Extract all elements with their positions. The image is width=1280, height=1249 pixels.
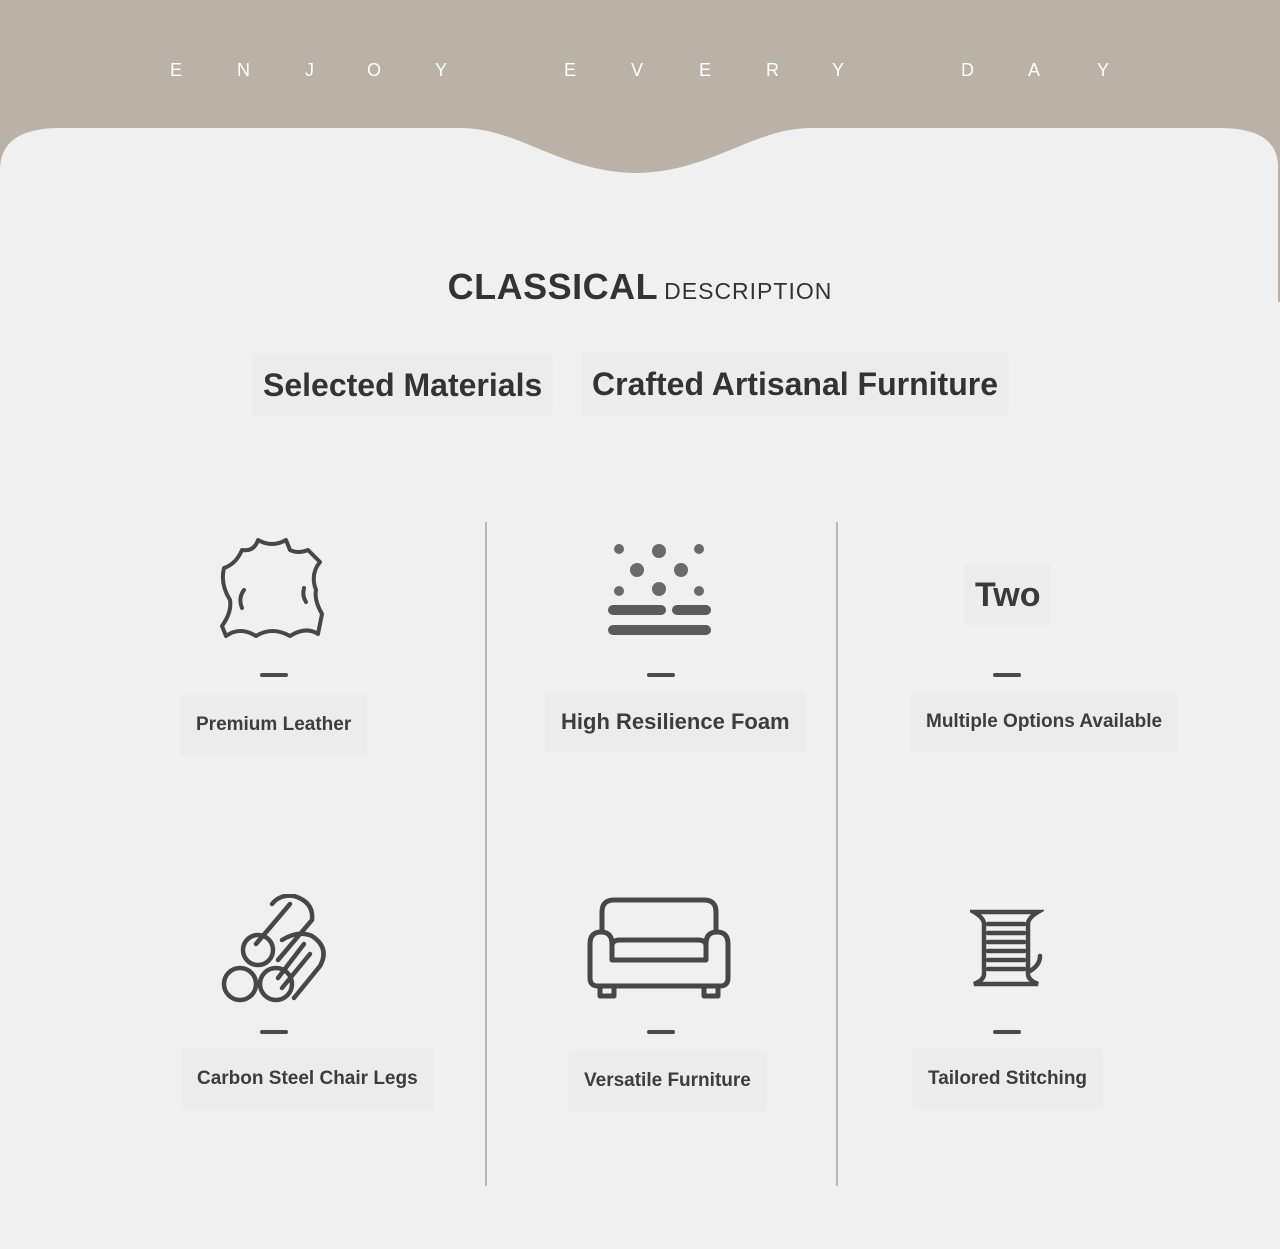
slogan-letter: R (766, 60, 779, 80)
slogan (0, 60, 1280, 86)
feature-label-versatile: Versatile Furniture (568, 1050, 767, 1112)
column-divider (485, 522, 487, 1186)
tag-selected-materials: Selected Materials (252, 354, 553, 416)
leather-hide-icon (218, 536, 326, 640)
slogan-letter: J (305, 60, 314, 80)
slogan-letter: D (961, 60, 974, 80)
feature-label-steel-legs: Carbon Steel Chair Legs (181, 1048, 434, 1110)
slogan-letter: O (367, 60, 382, 80)
foam-particles-icon (606, 542, 714, 638)
slogan-letter: E (170, 60, 183, 80)
thread-spool-icon (970, 908, 1044, 990)
slogan-letter: Y (1097, 60, 1110, 80)
divider-dash (993, 1030, 1021, 1034)
feature-label-options: Multiple Options Available (910, 691, 1178, 753)
divider-dash (993, 673, 1021, 677)
slogan-letter: A (1028, 60, 1041, 80)
title-light: DESCRIPTION (664, 278, 833, 304)
slogan-letter: N (237, 60, 250, 80)
feature-label-leather: Premium Leather (180, 694, 367, 756)
divider-dash (647, 1030, 675, 1034)
tag-crafted-furniture: Crafted Artisanal Furniture (581, 353, 1009, 415)
slogan-letter: E (699, 60, 712, 80)
section-title (0, 266, 1280, 308)
column-divider (836, 522, 838, 1186)
slogan-letter: E (564, 60, 577, 80)
slogan-letter: Y (435, 60, 448, 80)
slogan-letter: V (631, 60, 644, 80)
divider-dash (647, 673, 675, 677)
title-strong: CLASSICAL (447, 266, 659, 307)
divider-dash (260, 673, 288, 677)
feature-label-stitching: Tailored Stitching (912, 1048, 1103, 1110)
slogan-letter: Y (832, 60, 845, 80)
header-banner (0, 0, 1280, 302)
steel-pipes-icon (220, 894, 332, 1004)
options-count-text: Two (964, 564, 1051, 626)
divider-dash (260, 1030, 288, 1034)
feature-label-foam: High Resilience Foam (545, 691, 806, 753)
sofa-icon (586, 896, 732, 1000)
